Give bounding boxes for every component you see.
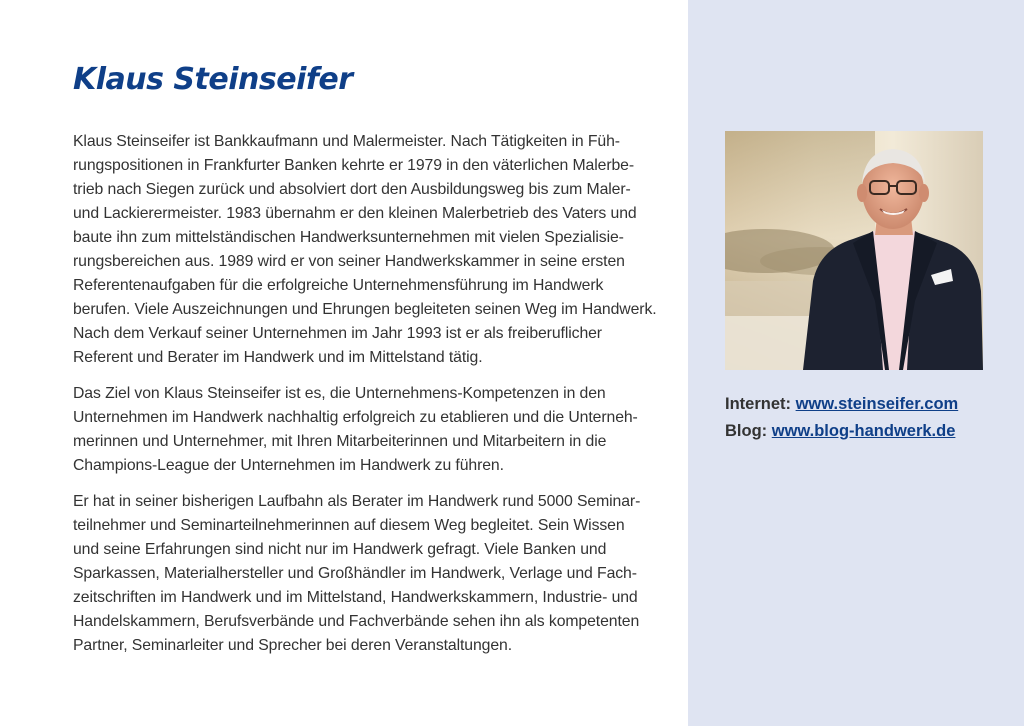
page-title: Klaus Steinseifer [73, 62, 353, 97]
bio-line: rungspositionen in Frankfurter Banken kehrte er 1979 in den väterlichen Malerbe- [73, 157, 635, 174]
bio-line: baute ihn zum mittelständischen Handwerksunternehmen mit vielen Spezialisie- [73, 229, 624, 246]
blog-link[interactable]: www.blog-handwerk.de [771, 422, 956, 440]
blog-label: Blog: [725, 422, 768, 440]
bio-line: und seine Erfahrungen sind nicht nur im Handwerk gefragt. Viele Banken und [73, 541, 607, 558]
bio-line: zeitschriften im Handwerk und im Mittelstand, Handwerkskammern, Industrie- und [73, 589, 638, 606]
internet-row [725, 391, 958, 418]
bio-line: Handelskammern, Berufsverbände und Fachverbände sehen ihn als kompetenten [73, 613, 640, 630]
bio-line: Unternehmen im Handwerk nachhaltig erfolgreich zu etablieren und die Unterneh- [73, 409, 638, 426]
bio-line: Klaus Steinseifer ist Bankkaufmann und Malermeister. Nach Tätigkeiten in Füh- [73, 133, 620, 150]
blog-row [725, 418, 958, 445]
bio-line: berufen. Viele Auszeichnungen und Ehrungen begleiteten seinen Weg im Handwerk. [73, 301, 657, 318]
bio-line: rungsbereichen aus. 1989 wird er von seiner Handwerkskammer in seine ersten [73, 253, 625, 270]
bio-line: Das Ziel von Klaus Steinseifer ist es, die Unternehmens-Kompetenzen in den [73, 385, 606, 402]
bio-line: teilnehmer und Seminarteilnehmerinnen auf diesem Weg begleitet. Sein Wissen [73, 517, 625, 534]
bio-line: merinnen und Unternehmer, mit Ihren Mitarbeiterinnen und Mitarbeitern in die [73, 433, 607, 450]
bio-line: trieb nach Siegen zurück und absolviert dort den Ausbildungsweg bis zum Maler- [73, 181, 631, 198]
bio-line: Champions-League der Unternehmen im Handwerk zu führen. [73, 457, 504, 474]
bio-line: Referentenaufgaben für die erfolgreiche Unternehmensführung im Handwerk [73, 277, 604, 294]
bio-paragraph-3 [73, 490, 671, 658]
internet-label: Internet: [725, 395, 791, 413]
bio-line: Nach dem Verkauf seiner Unternehmen im Jahr 1993 ist er als freiberuflicher [73, 325, 602, 342]
bio-paragraph-1 [73, 130, 671, 370]
internet-link[interactable]: www.steinseifer.com [795, 395, 959, 413]
portrait-photo [725, 131, 983, 370]
bio-line: und Lackierermeister. 1983 übernahm er den kleinen Malerbetrieb des Vaters und [73, 205, 637, 222]
bio-line: Referent und Berater im Handwerk und im Mittelstand tätig. [73, 349, 483, 366]
contact-links [725, 391, 958, 445]
bio-paragraph-2 [73, 382, 671, 478]
bio-line: Sparkassen, Materialhersteller und Großhändler im Handwerk, Verlage und Fach- [73, 565, 637, 582]
bio-line: Partner, Seminarleiter und Sprecher bei deren Veranstaltungen. [73, 637, 513, 654]
bio-line: Er hat in seiner bisherigen Laufbahn als Berater im Handwerk rund 5000 Seminar- [73, 493, 641, 510]
biography [73, 130, 671, 658]
